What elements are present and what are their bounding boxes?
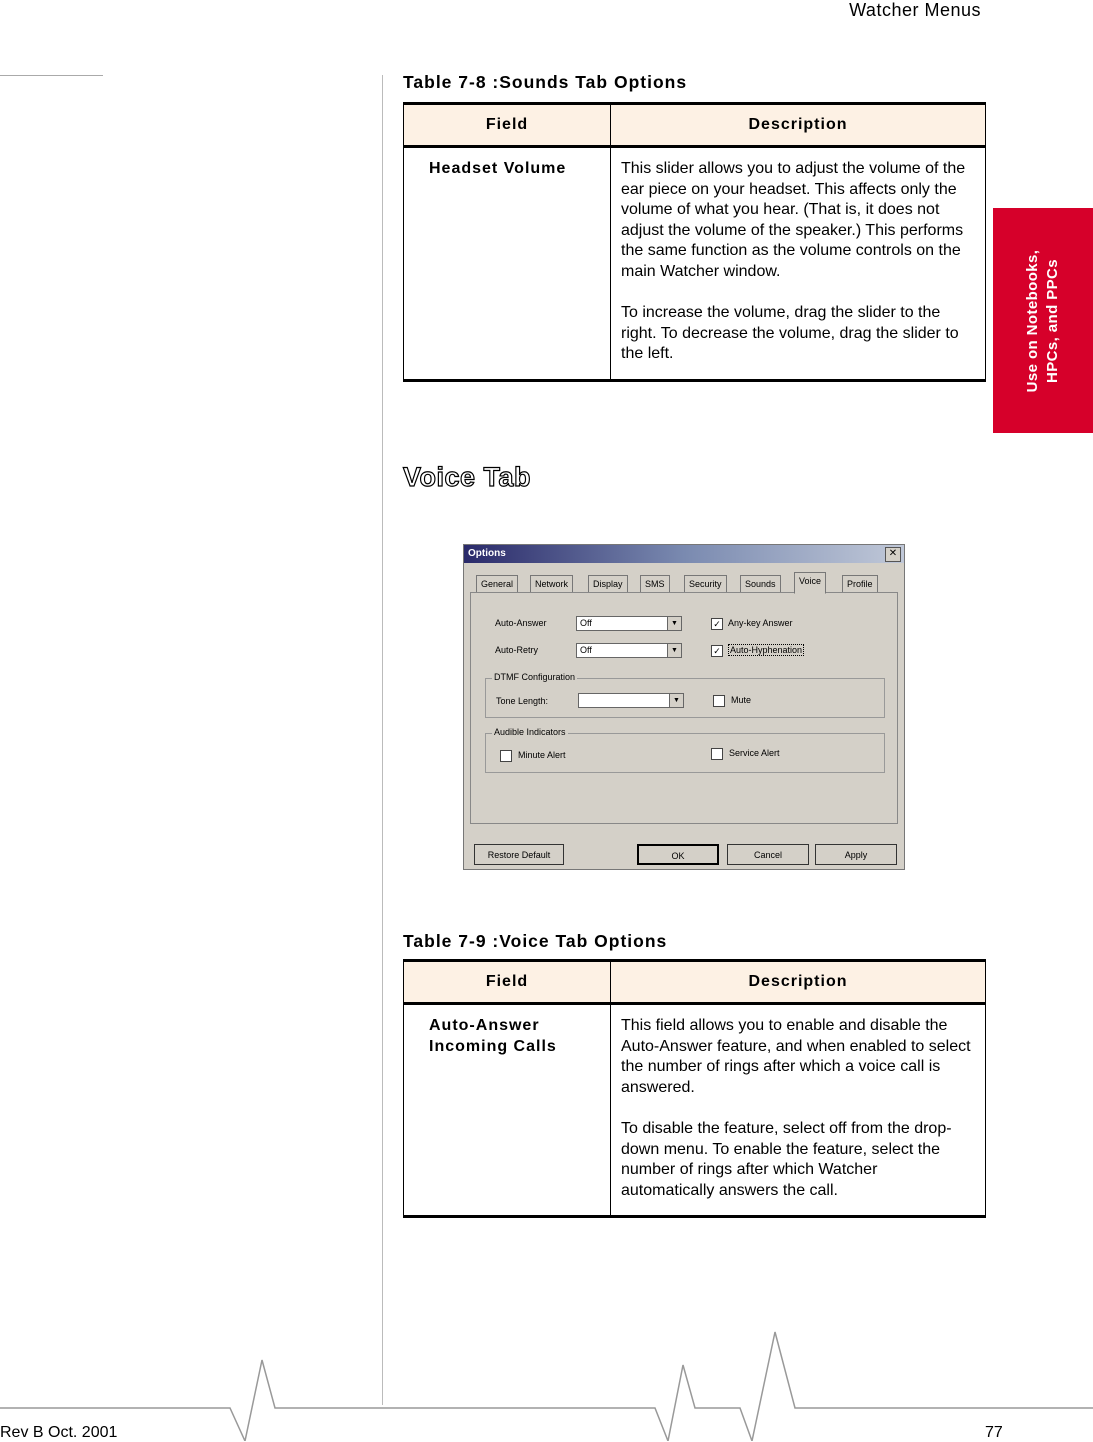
minute-alert-label: Minute Alert <box>518 750 566 760</box>
footer-waveform <box>0 1330 1093 1441</box>
description-paragraph: To disable the feature, select off from the drop-down menu. To enable the feature, select the number of rings after which Watcher automatically answers the call. <box>621 1120 952 1199</box>
column-header-field: Field <box>404 961 611 1004</box>
auto-retry-label: Auto-Retry <box>495 645 539 655</box>
chevron-down-icon[interactable]: ▼ <box>667 644 681 657</box>
restore-default-button[interactable]: Restore Default <box>474 844 564 865</box>
field-description <box>611 147 986 381</box>
tab-voice[interactable]: Voice <box>794 572 826 594</box>
running-header: Watcher Menus <box>849 0 981 20</box>
table-caption-voice: Table 7-9 :Voice Tab Options <box>403 931 668 951</box>
column-header-description: Description <box>611 104 986 147</box>
column-header-description: Description <box>611 961 986 1004</box>
voice-options-table <box>403 959 986 1218</box>
tab-security[interactable]: Security <box>684 575 727 592</box>
header-rule <box>0 75 103 76</box>
voice-tab-panel <box>470 592 898 824</box>
table-row <box>404 1004 986 1217</box>
sounds-options-table <box>403 102 986 382</box>
audible-indicators-group <box>485 727 885 773</box>
field-name: Auto-Answer Incoming Calls <box>404 1004 611 1217</box>
auto-retry-value: Off <box>580 645 592 655</box>
dialog-title: Options <box>468 548 506 559</box>
description-paragraph: To increase the volume, drag the slider to the right. To decrease the volume, drag the slider to the left. <box>621 304 959 362</box>
ok-button[interactable]: OK <box>637 844 719 865</box>
table-caption-sounds: Table 7-8 :Sounds Tab Options <box>403 72 688 92</box>
page-number: 77 <box>985 1424 1003 1441</box>
tab-sms[interactable]: SMS <box>640 575 670 592</box>
field-name: Headset Volume <box>404 147 611 381</box>
chevron-down-icon[interactable]: ▼ <box>669 694 683 707</box>
section-heading-voice-tab: Voice Tab <box>403 462 532 492</box>
auto-answer-select[interactable] <box>576 616 682 631</box>
tab-sounds[interactable]: Sounds <box>740 575 781 592</box>
tab-profile[interactable]: Profile <box>842 575 878 592</box>
auto-retry-select[interactable] <box>576 643 682 658</box>
tone-length-label: Tone Length: <box>496 696 549 706</box>
any-key-answer-checkbox[interactable]: ✓ <box>711 618 723 630</box>
mute-label: Mute <box>731 695 752 705</box>
tab-general[interactable]: General <box>476 575 518 592</box>
footer-revision: Rev B Oct. 2001 <box>0 1424 118 1441</box>
auto-hyphenation-checkbox[interactable]: ✓ <box>711 645 723 657</box>
description-paragraph: This slider allows you to adjust the volume of the ear piece on your headset. This affects only the volume of what you hear. (That is, it does not adjust the volume of the speaker.) This performs the same function as the volume controls on the main Watcher window. <box>621 160 966 280</box>
mute-checkbox[interactable] <box>713 695 725 707</box>
close-icon[interactable]: ✕ <box>885 547 901 562</box>
table-row <box>404 147 986 381</box>
auto-hyphenation-label: Auto-Hyphenation <box>730 645 803 655</box>
chevron-down-icon[interactable]: ▼ <box>667 617 681 630</box>
options-dialog <box>463 544 905 870</box>
cancel-button[interactable]: Cancel <box>727 844 809 865</box>
side-tab-line2: HPCs, and PPCs <box>1044 258 1061 383</box>
tab-display[interactable]: Display <box>588 575 628 592</box>
auto-answer-value: Off <box>580 618 592 628</box>
auto-answer-label: Auto-Answer <box>495 618 547 628</box>
column-header-field: Field <box>404 104 611 147</box>
dtmf-group-label: DTMF Configuration <box>494 672 576 682</box>
field-description <box>611 1004 986 1217</box>
chapter-side-tab <box>993 208 1093 433</box>
any-key-answer-label: Any-key Answer <box>728 618 793 628</box>
tone-length-select[interactable] <box>578 693 684 708</box>
apply-button[interactable]: Apply <box>815 844 897 865</box>
minute-alert-checkbox[interactable] <box>500 750 512 762</box>
description-paragraph: This field allows you to enable and disable the Auto-Answer feature, and when enabled to select the number of rings after which a voice call is answered. <box>621 1017 971 1096</box>
service-alert-label: Service Alert <box>729 748 780 758</box>
audible-group-label: Audible Indicators <box>494 727 566 737</box>
column-rule <box>382 75 383 1405</box>
tab-network[interactable]: Network <box>530 575 573 592</box>
service-alert-checkbox[interactable] <box>711 748 723 760</box>
side-tab-line1: Use on Notebooks, <box>1024 249 1041 392</box>
dialog-title-bar <box>464 545 904 563</box>
dtmf-configuration-group <box>485 672 885 718</box>
